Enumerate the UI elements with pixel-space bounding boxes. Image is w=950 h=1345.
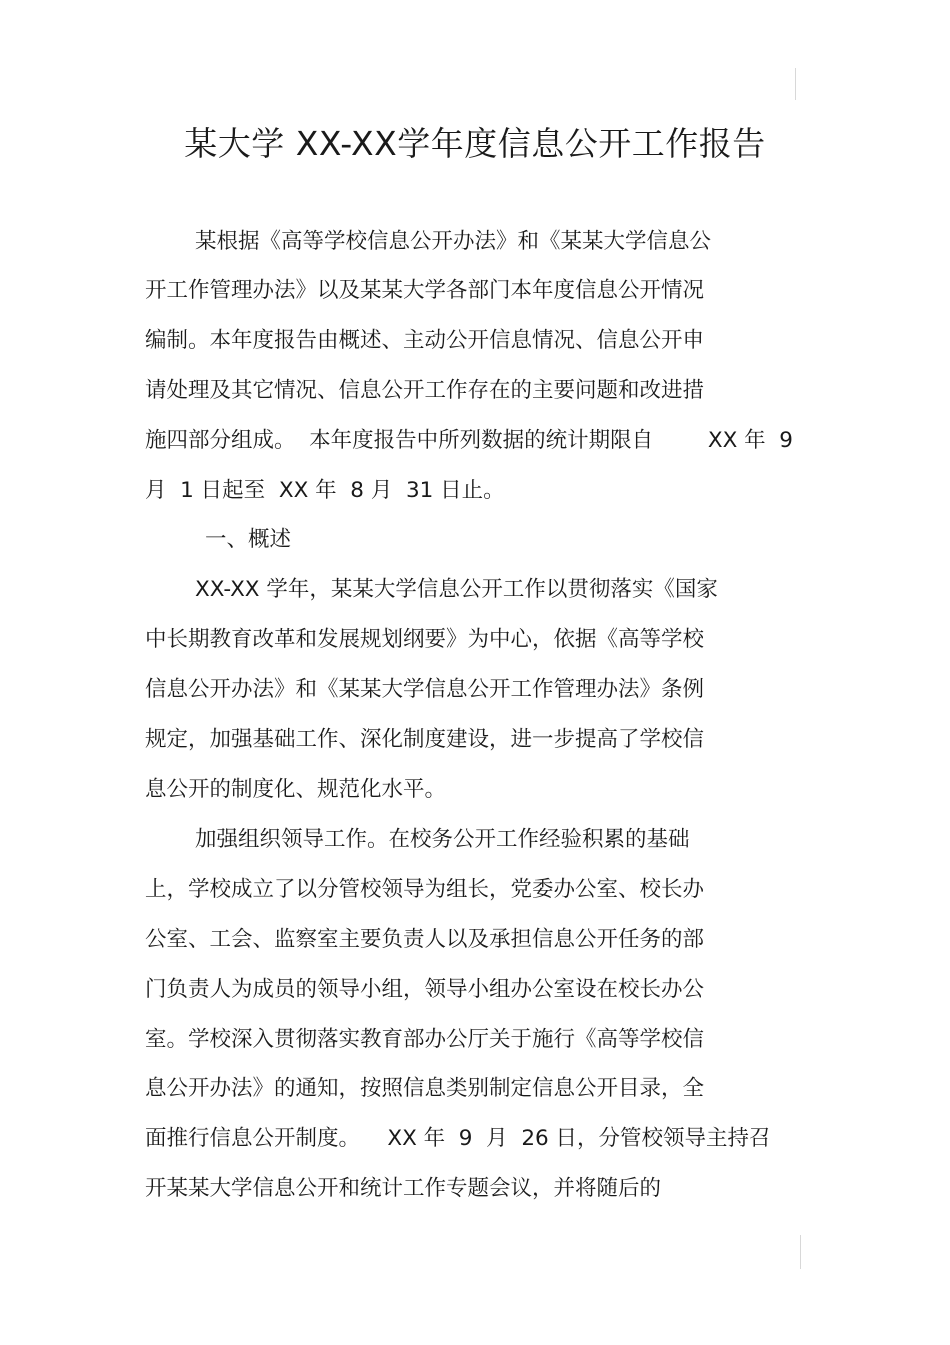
paragraph-line: 规定，加强基础工作、深化制度建设，进一步提高了学校信 [145, 727, 705, 752]
paragraph-line: 门负责人为成员的领导小组，领导小组办公室设在校长办公 [145, 977, 705, 1002]
paragraph-line: 室。学校深入贯彻落实教育部办公厅关于施行《高等学校信 [145, 1027, 705, 1052]
paragraph-line: 面推行信息公开制度。 XX 年 9 月 26 日，分管校领导主持召 [145, 1126, 771, 1151]
page-edge-mark-bottom [800, 1235, 801, 1269]
paragraph-line: 编制。本年度报告由概述、主动公开信息情况、信息公开申 [145, 328, 705, 353]
report-title: 某大学 XX-XX学年度信息公开工作报告 [184, 124, 766, 163]
paragraph-line: 信息公开办法》和《某某大学信息公开工作管理办法》条例 [145, 677, 705, 702]
paragraph-line: 加强组织领导工作。在校务公开工作经验积累的基础 [195, 827, 690, 852]
paragraph-line: 某根据《高等学校信息公开办法》和《某某大学信息公 [195, 229, 712, 254]
paragraph-line: 中长期教育改革和发展规划纲要》为中心，依据《高等学校 [145, 627, 705, 652]
paragraph-line: 息公开的制度化、规范化水平。 [145, 777, 447, 802]
paragraph-line: 公室、工会、监察室主要负责人以及承担信息公开任务的部 [145, 927, 705, 952]
paragraph-line: 上，学校成立了以分管校领导为组长，党委办公室、校长办 [145, 877, 705, 902]
paragraph-line: 施四部分组成。 本年度报告中所列数据的统计期限自 XX 年 9 [145, 428, 793, 453]
paragraph-line: 请处理及其它情况、信息公开工作存在的主要问题和改进措 [145, 378, 705, 403]
paragraph-line: 月 1 日起至 XX 年 8 月 31 日止。 [145, 478, 505, 503]
paragraph-line: 息公开办法》的通知，按照信息类别制定信息公开目录，全 [145, 1076, 705, 1101]
section-heading: 一、概述 [205, 527, 292, 552]
page-edge-mark-top [795, 68, 796, 100]
paragraph-line: XX-XX 学年，某某大学信息公开工作以贯彻落实《国家 [195, 577, 718, 602]
paragraph-line: 开工作管理办法》以及某某大学各部门本年度信息公开情况 [145, 278, 705, 303]
paragraph-line: 开某某大学信息公开和统计工作专题会议，并将随后的 [145, 1176, 662, 1201]
